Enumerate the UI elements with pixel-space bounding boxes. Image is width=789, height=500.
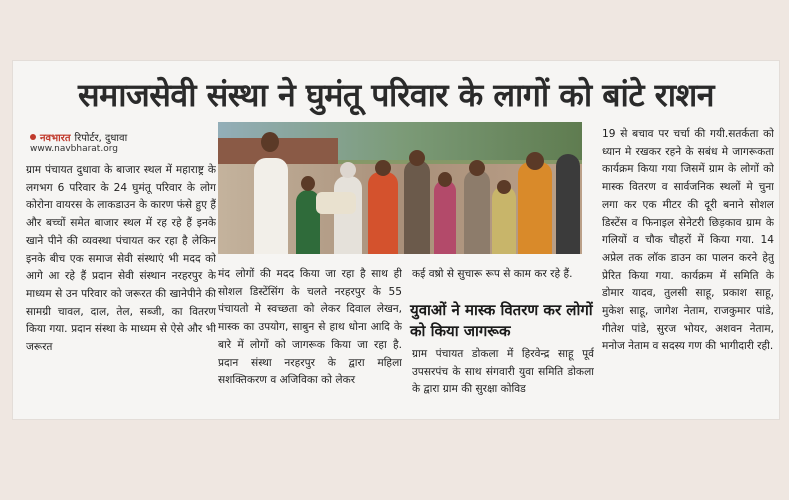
article-column-2: मंद लोगों की मदद किया जा रहा है साथ ही सोशल डिस्टेंसिंग के चलते नरहरपुर के 55 पंचायतो मे स्वच्छता को लेकर दिवाल लेखन, मास्क का उपयोग, साबुन से हाथ धोना आदि के बारे में लोगों को जागरूक किया जा रहा है. प्रदान संस्था नरहरपुर के द्वारा महिला सशक्तिकरण व अजिविका को लेकर [218, 268, 402, 387]
article-column-3-bottom: ग्राम पंचायत डोकला में हिरवेन्द्र साहू पूर्व उपसरपंच के साथ संगवारी युवा समिति डोकला के द्वारा ग्राम की सुरक्षा कोविड [412, 348, 594, 396]
article-column-1: ग्राम पंचायत दुधावा के बाजार स्थल में महाराष्ट्र के लगभग 6 परिवार के 24 घुमंतू परिवार के लोग कोरोना वायरस के लाकडाउन के कारण फंसे हुए हैं और बच्चों समेत बाजार स्थल में रह रहे हैं इनके खाने पीने की व्यवस्था पंचायत कर रहा है लेकिन इनके बीच एक समाज सेवी संस्थाएं भी मदद को आगे आ रहे हैं प्रदान सेवी संस्थान नरहरपुर के माध्यम से उन परिवार को जरूरत की खानेपीने की सामग्री चावल, दाल, तेल, सब्जी, का वितरण किया गया. प्रदान संस्था के माध्यम से ऐसे और भी जरूरत [26, 164, 216, 354]
person-figure [556, 154, 580, 254]
person-figure [492, 186, 516, 254]
subheadline: युवाओं ने मास्क वितरण कर लोगों को किया जागरूक [410, 301, 593, 340]
article-column-3-top: कई वष्रो से सुचारू रूप से काम कर रहे हैं. [412, 268, 573, 280]
person-figure [434, 180, 456, 254]
website-url: www.navbharat.org [30, 144, 118, 154]
person-figure [404, 160, 430, 254]
person-head [301, 176, 315, 191]
person-head [526, 152, 544, 170]
person-head [261, 132, 279, 152]
person-head [469, 160, 485, 176]
person-head [340, 162, 356, 178]
person-head [438, 172, 452, 187]
article-column-4: 19 से बचाव पर चर्चा की गयी.सतर्कता को ध्यान मे रखकर रहने के सबंध मे जागरूकता कार्यक्रम किया गया जिसमें ग्राम के लोगों को मास्क वितरण व सार्वजनिक स्थलों मे चुना लगा कर एक मीटर की दूरी बनाने सोशल डिस्टेंस व फिनाइल सेनेटरी छिड़काव ग्राम के गलियों व चौक चौहरों में किया गया. 14 अप्रेल तक लॉक डाउन का पालन करने हेतु प्रेरित किया गया. कार्यक्रम में समिति के डोमार यादव, तुलसी साहू, प्रकाश साहू, मुकेश साहू, जागेश नेताम, राजकुमार पांडे, गीतेश पांडे, सुरज भोयर, अशवन नेताम, मनोज नेताम व सदस्य गण की भागीदारी रही. [602, 128, 774, 353]
person-head [409, 150, 425, 166]
ration-bag [316, 192, 356, 214]
newspaper-clipping [12, 60, 780, 420]
person-figure [464, 170, 490, 254]
person-figure [518, 162, 552, 254]
byline-label: रिपोर्टर, दुधावा [74, 133, 128, 144]
byline [30, 130, 127, 144]
person-figure [254, 158, 288, 254]
person-figure [334, 176, 362, 254]
person-head [497, 180, 511, 194]
person-figure [368, 172, 398, 254]
article-photo [218, 122, 582, 254]
headline: समाजसेवी संस्था ने घुमंतू परिवार के लागों को बांटे राशन [77, 76, 715, 114]
bullet-icon [30, 134, 36, 140]
paper-name: नवभारत [40, 133, 71, 144]
person-head [375, 160, 391, 176]
